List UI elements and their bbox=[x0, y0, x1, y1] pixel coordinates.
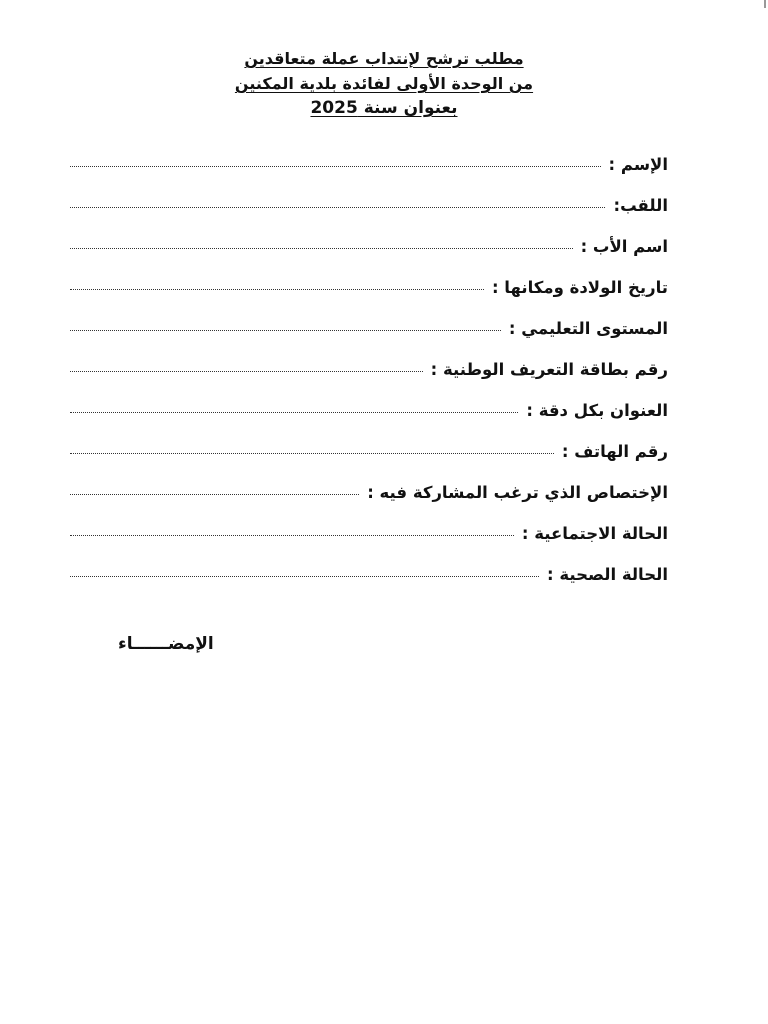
signature-label: الإمضــــــاء bbox=[118, 634, 214, 654]
field-dotted-line[interactable] bbox=[70, 165, 601, 167]
field-label: الإسم : bbox=[608, 155, 668, 174]
field-national-id[interactable] bbox=[70, 360, 668, 401]
field-birth-date-place[interactable] bbox=[70, 278, 668, 319]
field-label: المستوى التعليمي : bbox=[508, 319, 668, 338]
field-dotted-line[interactable] bbox=[70, 452, 554, 454]
field-dotted-line[interactable] bbox=[70, 370, 423, 372]
field-dotted-line[interactable] bbox=[70, 288, 484, 290]
field-dotted-line[interactable] bbox=[70, 534, 514, 536]
field-label: الإختصاص الذي ترغب المشاركة فيه : bbox=[367, 483, 668, 502]
field-label: الحالة الاجتماعية : bbox=[521, 524, 668, 543]
form-header bbox=[0, 46, 768, 121]
scan-artifact-mark bbox=[764, 0, 766, 8]
field-marital-status[interactable] bbox=[70, 524, 668, 565]
field-father-name[interactable] bbox=[70, 237, 668, 278]
field-dotted-line[interactable] bbox=[70, 411, 518, 413]
field-first-name[interactable] bbox=[70, 155, 668, 196]
field-label: العنوان بكل دقة : bbox=[526, 401, 668, 420]
header-title-line3: بعنوان سنة 2025 bbox=[310, 98, 458, 118]
field-label: رقم الهاتف : bbox=[561, 442, 668, 461]
field-dotted-line[interactable] bbox=[70, 493, 359, 495]
field-last-name[interactable] bbox=[70, 196, 668, 237]
field-dotted-line[interactable] bbox=[70, 329, 501, 331]
field-health-status[interactable] bbox=[70, 565, 668, 606]
field-label: الحالة الصحية : bbox=[547, 565, 668, 584]
field-label: اسم الأب : bbox=[580, 237, 668, 256]
field-dotted-line[interactable] bbox=[70, 206, 605, 208]
header-title-line2: من الوحدة الأولى لفائدة بلدية المكنين bbox=[234, 74, 534, 93]
header-title-line1: مطلب ترشح لإنتداب عملة متعاقدين bbox=[244, 49, 524, 68]
field-dotted-line[interactable] bbox=[70, 247, 573, 249]
field-label: رقم بطاقة التعريف الوطنية : bbox=[430, 360, 668, 379]
field-specialty[interactable] bbox=[70, 483, 668, 524]
field-phone[interactable] bbox=[70, 442, 668, 483]
field-education-level[interactable] bbox=[70, 319, 668, 360]
field-address[interactable] bbox=[70, 401, 668, 442]
field-label: تاريخ الولادة ومكانها : bbox=[491, 278, 668, 297]
field-dotted-line[interactable] bbox=[70, 575, 539, 577]
field-label: اللقب: bbox=[613, 196, 668, 215]
form-fields bbox=[70, 155, 668, 606]
